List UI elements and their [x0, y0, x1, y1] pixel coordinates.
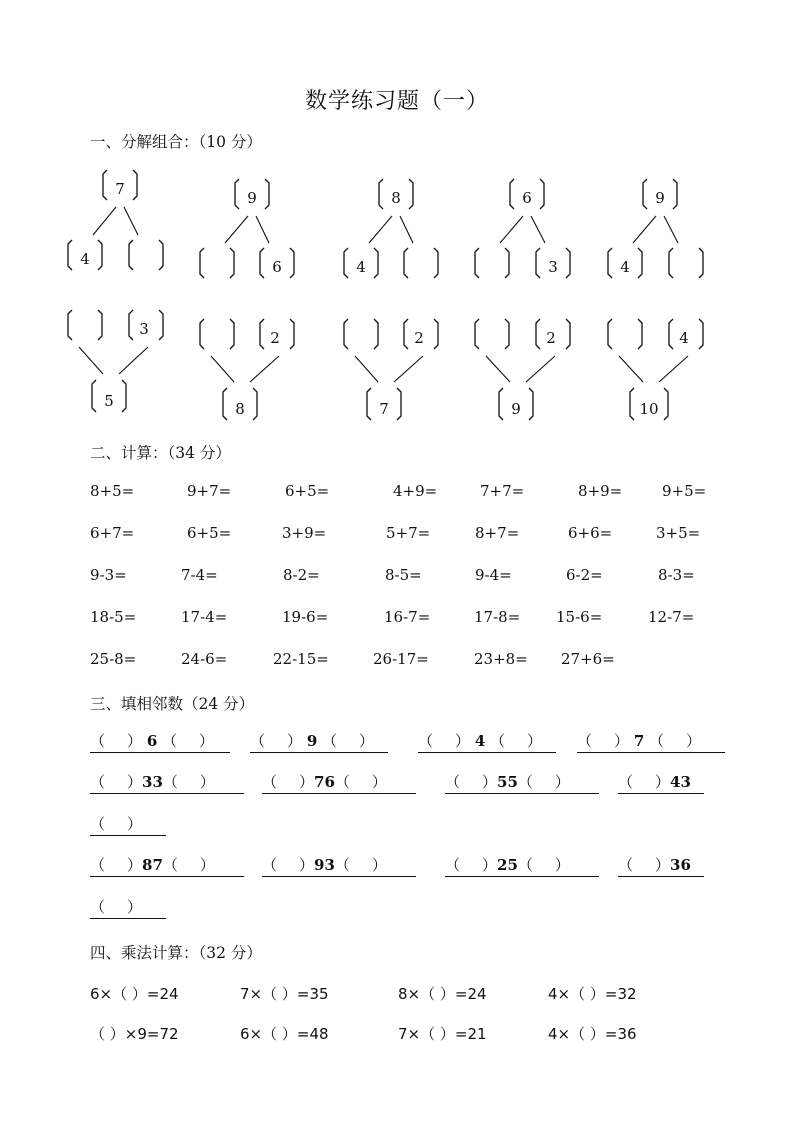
bond-number: 10: [639, 400, 659, 418]
bond-line: [659, 356, 688, 382]
bond-number: 4: [679, 329, 689, 347]
multiplication-problem[interactable]: 4×（ ）=36: [548, 1025, 637, 1043]
bond-line: [119, 347, 148, 374]
calc-problem: 24-6=: [181, 650, 228, 668]
calc-problem: 3+5=: [656, 524, 701, 542]
bond-number: 8: [235, 400, 245, 418]
bond-number: 2: [546, 329, 556, 347]
calc-problem: 7+7=: [480, 482, 525, 500]
bond-bottom-box: [92, 380, 126, 412]
calc-problem: 4+9=: [393, 482, 438, 500]
bond-line: [400, 216, 413, 243]
calc-problem: 9-4=: [475, 566, 512, 584]
calc-problem: 9+7=: [187, 482, 232, 500]
section-heading-neighbor-numbers: 三、填相邻数（24 分）: [90, 695, 255, 713]
calc-problem: 19-6=: [282, 608, 329, 626]
bond-line: [500, 216, 523, 243]
given-number: 6: [146, 732, 158, 750]
calc-problem: 12-7=: [648, 608, 695, 626]
bond-top-box: [103, 170, 137, 200]
neighbor-number-blank[interactable]: （ ）25（ ）: [445, 856, 599, 877]
bond-number: 6: [522, 189, 532, 207]
calc-problem: 9-3=: [90, 566, 127, 584]
bond-number: 6: [272, 258, 282, 276]
bond-number: 7: [115, 180, 125, 198]
calc-problem: 27+6=: [561, 650, 615, 668]
bond-number: 4: [356, 258, 366, 276]
bond-top-box: [643, 179, 677, 209]
calc-problem: 8-2=: [283, 566, 320, 584]
given-number: 9: [306, 732, 318, 750]
calc-problem: 8+5=: [90, 482, 135, 500]
bond-number: 7: [379, 400, 389, 418]
bond-right-box: [129, 240, 163, 270]
given-number: 43: [670, 773, 691, 791]
calc-problem: 3+9=: [282, 524, 327, 542]
calc-problem: 17-4=: [181, 608, 228, 626]
bond-number: 3: [548, 258, 558, 276]
calc-problem: 8+9=: [578, 482, 623, 500]
bond-left-box: [608, 248, 642, 278]
neighbor-number-blank[interactable]: （ ）36: [618, 856, 704, 877]
multiplication-problem[interactable]: 6×（ ）=24: [90, 985, 179, 1003]
neighbor-number-blank[interactable]: （ ）43: [618, 773, 704, 794]
bond-left-box: [475, 319, 509, 349]
given-number: 36: [670, 856, 691, 874]
bond-line: [664, 216, 678, 243]
section-heading-calculation: 二、计算：（34 分）: [90, 444, 231, 462]
bond-right-box: [404, 248, 438, 278]
calc-problem: 7-4=: [181, 566, 218, 584]
neighbor-number-blank[interactable]: （ ） 9 （ ）: [250, 732, 388, 753]
bond-left-box: [344, 319, 378, 349]
bond-number: 4: [620, 258, 630, 276]
multiplication-problem[interactable]: 4×（ ）=32: [548, 985, 637, 1003]
bond-line: [633, 216, 656, 243]
calc-problem: 8+7=: [475, 524, 520, 542]
neighbor-number-blank[interactable]: （ ）55（ ）: [445, 773, 599, 794]
bond-left-box: [68, 240, 102, 270]
given-number: 4: [474, 732, 486, 750]
bond-left-box: [608, 319, 642, 349]
neighbor-number-blank[interactable]: （ ）: [90, 815, 166, 836]
bond-line: [211, 356, 234, 382]
given-number: 55: [497, 773, 518, 791]
bond-line: [394, 356, 423, 382]
bond-right-box: [260, 248, 294, 278]
calc-problem: 6+5=: [187, 524, 232, 542]
calc-problem: 6-2=: [566, 566, 603, 584]
bond-right-box: [260, 319, 294, 349]
given-number: 33: [142, 773, 163, 791]
neighbor-number-blank[interactable]: （ ）: [90, 898, 166, 919]
bond-bottom-box: [223, 388, 257, 420]
bond-line: [355, 356, 378, 382]
bond-right-box: [129, 310, 163, 340]
given-number: 93: [314, 856, 335, 874]
bond-number: 9: [247, 189, 257, 207]
bond-line: [369, 216, 392, 243]
calc-problem: 16-7=: [384, 608, 431, 626]
bond-left-box: [475, 248, 509, 278]
bond-line: [526, 356, 555, 382]
bond-line: [225, 216, 248, 243]
bond-bottom-box: [499, 388, 533, 420]
page-title: 数学练习题（一）: [304, 89, 489, 114]
neighbor-number-blank[interactable]: （ ）87（ ）: [90, 856, 244, 877]
section-heading-multiplication: 四、乘法计算：（32 分）: [90, 944, 262, 962]
bond-right-box: [536, 319, 570, 349]
bond-right-box: [404, 319, 438, 349]
bond-number: 9: [511, 400, 521, 418]
bond-bottom-box: [630, 388, 668, 420]
bond-top-box: [510, 179, 544, 209]
multiplication-problem[interactable]: 7×（ ）=35: [240, 985, 329, 1003]
bond-left-box: [200, 319, 234, 349]
given-number: 76: [314, 773, 335, 791]
bond-number: 4: [80, 250, 90, 268]
bond-line: [531, 216, 545, 243]
given-number: 87: [142, 856, 163, 874]
bond-number: 2: [414, 329, 424, 347]
bond-line: [619, 356, 643, 382]
multiplication-problem[interactable]: （ ）×9=72: [90, 1025, 179, 1043]
calc-problem: 23+8=: [474, 650, 528, 668]
given-number: 7: [633, 732, 645, 750]
bond-left-box: [200, 248, 234, 278]
bond-number: 9: [655, 189, 665, 207]
bond-number: 5: [104, 392, 114, 410]
calc-problem: 22-15=: [273, 650, 329, 668]
calc-problem: 15-6=: [556, 608, 603, 626]
bond-line: [486, 356, 510, 382]
bond-left-box: [344, 248, 378, 278]
neighbor-number-blank[interactable]: （ ） 4 （ ）: [418, 732, 556, 753]
calc-problem: 8-5=: [385, 566, 422, 584]
bond-number: 3: [139, 320, 149, 338]
calc-problem: 25-8=: [90, 650, 137, 668]
bond-top-box: [235, 179, 269, 209]
neighbor-number-blank[interactable]: （ ）93（ ）: [262, 856, 416, 877]
number-bond-trees: [0, 0, 794, 430]
given-number: 25: [497, 856, 518, 874]
multiplication-problem[interactable]: 7×（ ）=21: [398, 1025, 487, 1043]
neighbor-number-blank[interactable]: （ ） 7 （ ）: [577, 732, 725, 753]
bond-number: 8: [391, 189, 401, 207]
bond-top-box: [379, 179, 413, 209]
multiplication-problem[interactable]: 8×（ ）=24: [398, 985, 487, 1003]
neighbor-number-blank[interactable]: （ ）33（ ）: [90, 773, 244, 794]
bond-line: [93, 207, 116, 235]
calc-problem: 18-5=: [90, 608, 137, 626]
neighbor-number-blank[interactable]: （ ）76（ ）: [262, 773, 416, 794]
bond-line: [79, 347, 103, 374]
bond-right-box: [669, 248, 703, 278]
bond-left-box: [68, 310, 102, 340]
bond-line: [124, 207, 138, 235]
multiplication-problem[interactable]: 6×（ ）=48: [240, 1025, 329, 1043]
bond-right-box: [669, 319, 703, 349]
calc-problem: 6+7=: [90, 524, 135, 542]
calc-problem: 6+5=: [285, 482, 330, 500]
calc-problem: 26-17=: [373, 650, 429, 668]
bond-number: 2: [270, 329, 280, 347]
calc-problem: 6+6=: [568, 524, 613, 542]
calc-problem: 5+7=: [386, 524, 431, 542]
bond-line: [250, 356, 279, 382]
calc-problem: 17-8=: [474, 608, 521, 626]
bond-bottom-box: [367, 388, 401, 420]
calc-problem: 9+5=: [662, 482, 707, 500]
calc-problem: 8-3=: [658, 566, 695, 584]
section-heading-decomposition: 一、分解组合：（10 分）: [90, 133, 262, 151]
bond-right-box: [536, 248, 570, 278]
neighbor-number-blank[interactable]: （ ） 6 （ ）: [90, 732, 230, 753]
bond-line: [256, 216, 269, 243]
